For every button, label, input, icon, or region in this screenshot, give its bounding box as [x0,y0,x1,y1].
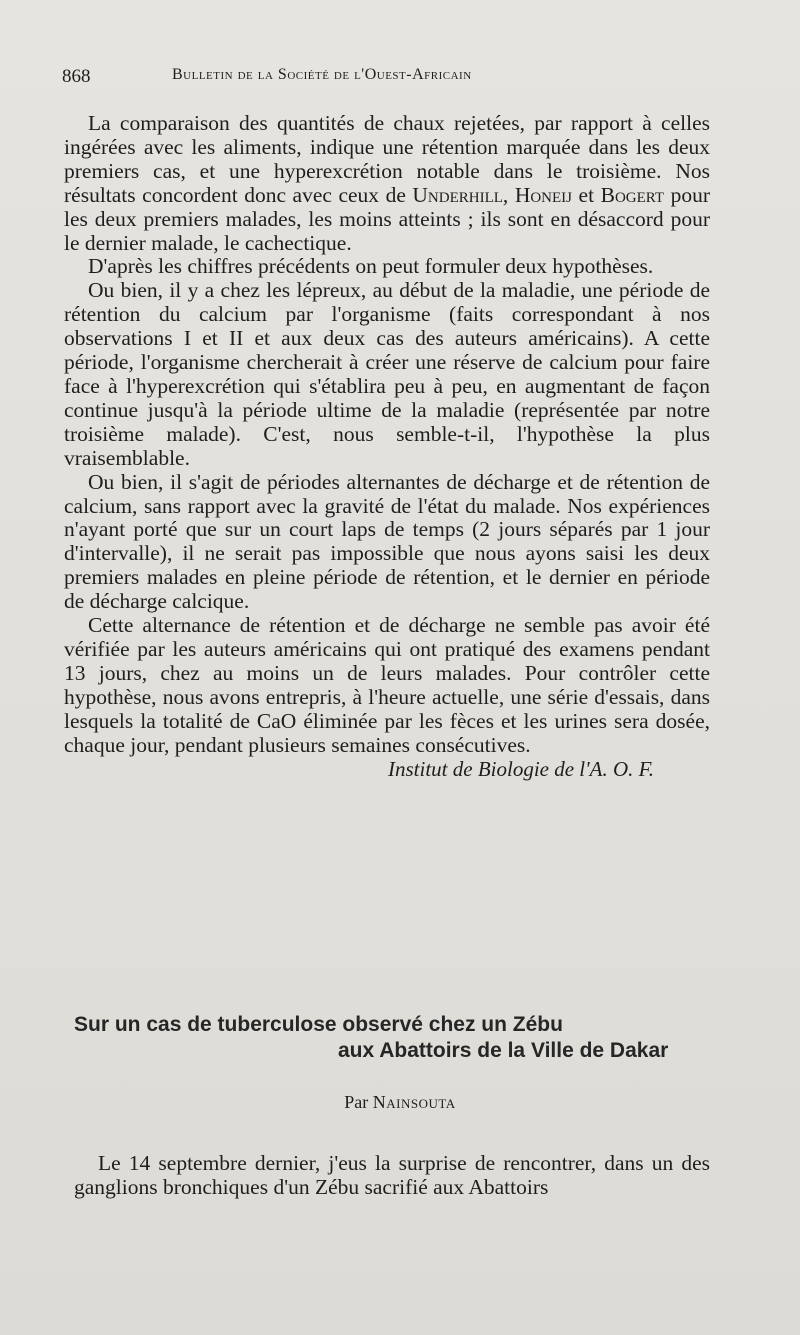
article-title-line-1: Sur un cas de tuberculose observé chez un Zébu [74,1013,563,1036]
paragraph-text: pour les deux premiers malades, les moins atteints ; ils sont en désaccord pour le dernier malade, le cachectique. [64,182,710,255]
separator: , [502,182,515,207]
author-name: Underhill [412,182,503,207]
institution-signature: Institut de Biologie de l'A. O. F. [388,757,654,782]
paragraph-text: La comparaison des quantités de chaux rejetées, par rapport à celles ingérées avec les aliments, indique une rétention marquée dans les deux premiers cas, et une hyperexcrétion notable dans le troisième. Nos résultats concordent donc avec ceux de [64,111,710,207]
byline-prefix: Par [344,1092,373,1112]
article-body [74,1152,710,1200]
article-byline [0,1092,800,1113]
previous-article-conclusion [64,112,710,781]
paragraph-hypothesis-two: Ou bien, il s'agit de périodes alternantes de décharge et de rétention de calcium, sans rapport avec la gravité de l'état du malade. Nos expériences n'ayant porté que sur un court laps de temps (2 jours séparés par 1 jour d'intervalle), il ne serait pas impossible que nous ayons saisi les deux premiers malades en pleine période de rétention, et le dernier en période de décharge calcique. [64,469,710,614]
paragraph-hypotheses: D'après les chiffres précédents on peut formuler deux hypothèses. [88,254,654,279]
running-header [62,66,722,92]
author-name: Bogert [600,182,665,207]
article-title [74,1012,714,1064]
paragraph-intro: Le 14 septembre dernier, j'eus la surprise de rencontrer, dans un des ganglions bronchiques d'un Zébu sacrifié aux Abattoirs [74,1151,710,1199]
journal-title: Bulletin de la Société de l'Ouest-Africain [172,66,472,83]
article-title-line-2: aux Abattoirs de la Ville de Dakar [338,1039,669,1062]
paragraph-hypothesis-one: Ou bien, il y a chez les lépreux, au début de la maladie, une période de rétention du calcium par l'organisme (faits correspondant à nos observations I et II et aux deux cas des auteurs américains). A cette période, l'organisme chercherait à créer une réserve de calcium pour faire face à l'hyperexcrétion qui s'établira peu à peu, en augmentant de façon continue jusqu'à la période ultime de la maladie (représentée par notre troisième malade). C'est, nous semble-t-il, l'hypothèse la plus vraisemblable. [64,278,710,470]
byline-author: Nainsouta [372,1092,456,1112]
paragraph-comparison [64,112,710,255]
page-number: 868 [62,66,91,87]
paragraph-alternance: Cette alternance de rétention et de décharge ne semble pas avoir été vérifiée par les auteurs américains qui ont pratiqué des examens pendant 13 jours, chez au moins un de leurs malades. Pour contrôler cette hypothèse, nous avons entrepris, à l'heure actuelle, une série d'essais, dans lesquels la totalité de CaO éliminée par les fèces et les urines sera dosée, chaque jour, pendant plusieurs semaines consécutives. [64,613,710,757]
author-name: Honeij [514,182,573,207]
separator: et [572,182,601,207]
